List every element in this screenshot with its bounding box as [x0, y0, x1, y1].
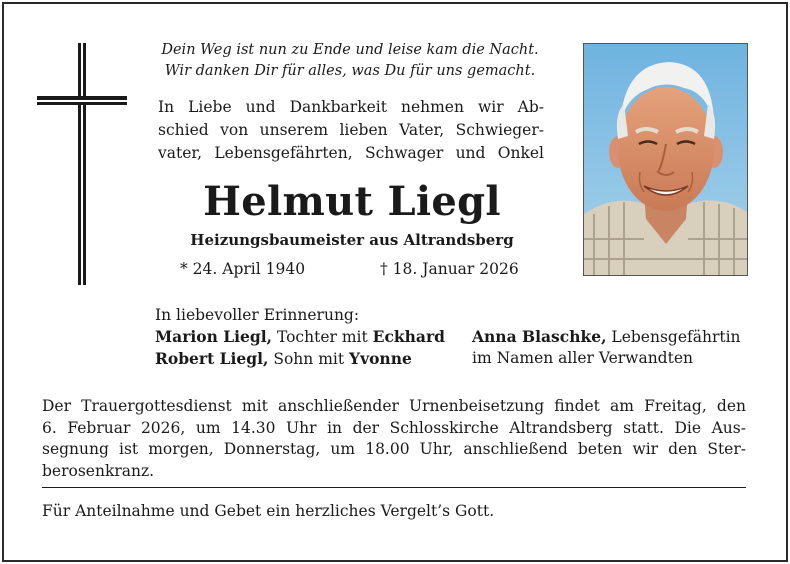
intro-line: In Liebe und Dankbarkeit nehmen wir Ab- [158, 98, 544, 116]
mourner-relation: im Namen aller Verwandten [472, 349, 693, 367]
mourner-row [155, 326, 445, 348]
mourners-left [155, 326, 445, 370]
mourner-partner: Yvonne [349, 349, 412, 368]
service-line: Der Trauergottesdienst mit anschließender Urnenbeisetzung findet am Freitag, den [42, 397, 746, 415]
mourner-relation: Sohn mit [268, 350, 350, 368]
intro-line: vater, Lebensgefährten, Schwager und Onkel [158, 144, 544, 162]
motto-line: Dein Weg ist nun zu Ende und leise kam die Nacht. [161, 42, 539, 58]
motto [150, 40, 550, 82]
mourner-row [155, 348, 445, 370]
portrait-photo [583, 43, 748, 276]
service-line: 6. Februar 2026, um 14.30 Uhr in der Schlosskirche Altrandsberg statt. Die Aus- [42, 418, 746, 437]
mourner-row [472, 326, 741, 348]
memory-label: In liebevoller Erinnerung: [155, 306, 360, 324]
mourners-right [472, 326, 741, 369]
deceased-name: Helmut Liegl [203, 178, 501, 225]
motto-line: Wir danken Dir für alles, was Du für uns gemacht. [164, 63, 536, 79]
service-line: berosenkranz. [42, 461, 155, 480]
birth-date: * 24. April 1940 [180, 260, 306, 278]
mourner-name: Robert Liegl, [155, 349, 269, 368]
mourner-name: Marion Liegl, [155, 327, 273, 346]
service-line: segnung ist morgen, Donnerstag, um 18.00 Uhr, anschließend beten wir den Ster- [42, 440, 746, 458]
mourner-relation: Tochter mit [272, 328, 373, 346]
mourner-name: Anna Blaschke, [472, 327, 607, 346]
death-date: † 18. Januar 2026 [380, 260, 519, 278]
deceased-profession: Heizungsbaumeister aus Altrandsberg [190, 231, 514, 249]
intro-text [158, 96, 544, 165]
thanks-text: Für Anteilnahme und Gebet ein herzliches Vergelt’s Gott. [42, 502, 495, 520]
divider [42, 487, 746, 488]
mourner-row [472, 348, 741, 369]
intro-line: schied von unserem lieben Vater, Schwieger- [158, 121, 544, 139]
service-text [42, 396, 746, 482]
mourner-relation: Lebensgefährtin [606, 328, 741, 346]
mourner-partner: Eckhard [372, 327, 445, 346]
